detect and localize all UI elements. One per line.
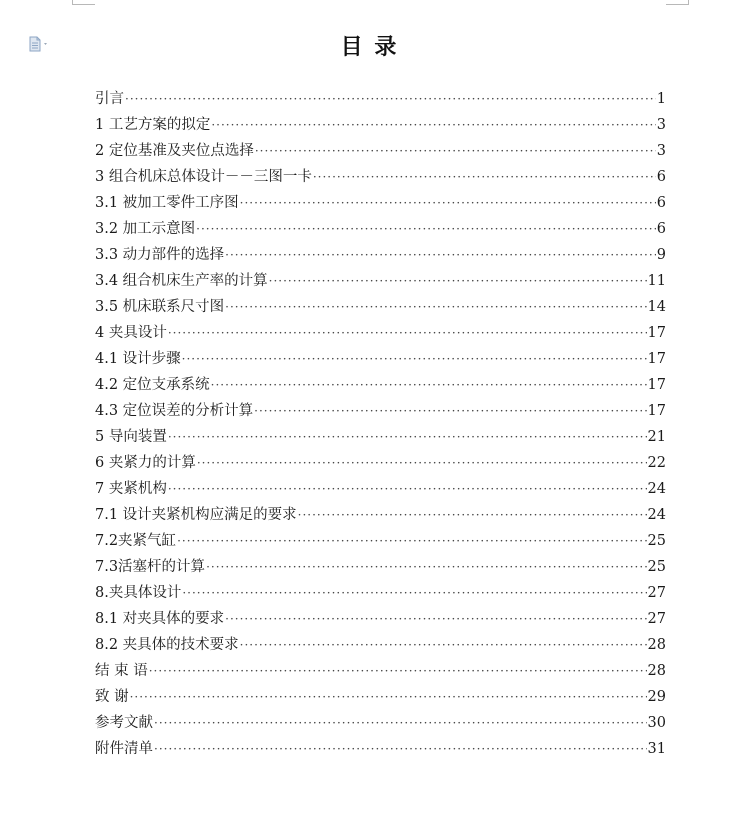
toc-entry[interactable] bbox=[95, 476, 666, 502]
toc-entry-label: 4.2 定位支承系统 bbox=[95, 377, 210, 393]
toc-entry-label: 7.1 设计夹紧机构应满足的要求 bbox=[95, 507, 297, 523]
toc-dot-leader bbox=[125, 86, 656, 112]
toc-dot-leader bbox=[255, 138, 656, 164]
toc-entry-label: 7.2夹紧气缸 bbox=[95, 533, 177, 549]
crop-mark-top-right bbox=[666, 0, 689, 5]
toc-entry-page-number: 11 bbox=[647, 273, 666, 289]
toc-entry[interactable] bbox=[95, 450, 666, 476]
toc-entry[interactable] bbox=[95, 632, 666, 658]
toc-entry-page-number: 17 bbox=[647, 403, 666, 419]
toc-entry[interactable] bbox=[95, 580, 666, 606]
toc-entry[interactable] bbox=[95, 86, 666, 112]
toc-dot-leader bbox=[225, 242, 656, 268]
toc-entry[interactable] bbox=[95, 502, 666, 528]
toc-entry-label: 3.4 组合机床生产率的计算 bbox=[95, 273, 268, 289]
toc-entry[interactable] bbox=[95, 112, 666, 138]
toc-entry[interactable] bbox=[95, 294, 666, 320]
toc-dot-leader bbox=[154, 710, 647, 736]
toc-entry-label: 8.1 对夹具体的要求 bbox=[95, 611, 225, 627]
toc-entry[interactable] bbox=[95, 684, 666, 710]
crop-mark-top-left bbox=[72, 0, 95, 5]
toc-entry-page-number: 17 bbox=[647, 377, 666, 393]
toc-entry[interactable] bbox=[95, 736, 666, 762]
toc-dot-leader bbox=[130, 684, 647, 710]
toc-entry-label: 附件清单 bbox=[95, 741, 153, 757]
toc-entry-page-number: 29 bbox=[647, 689, 666, 705]
toc-dot-leader bbox=[240, 190, 656, 216]
toc-entry-label: 6 夹紧力的计算 bbox=[95, 455, 196, 471]
toc-entry-page-number: 3 bbox=[656, 143, 666, 159]
toc-dot-leader bbox=[240, 632, 647, 658]
toc-entry-label: 3 组合机床总体设计－－三图一卡 bbox=[95, 169, 312, 185]
toc-dot-leader bbox=[211, 112, 655, 138]
toc-dot-leader bbox=[313, 164, 656, 190]
toc-entry-label: 8.2 夹具体的技术要求 bbox=[95, 637, 239, 653]
toc-entry-page-number: 25 bbox=[647, 533, 666, 549]
toc-entry-label: 7 夹紧机构 bbox=[95, 481, 167, 497]
toc-entry-label: 8.夹具体设计 bbox=[95, 585, 182, 601]
toc-entry-page-number: 30 bbox=[647, 715, 666, 731]
toc-entry-page-number: 22 bbox=[647, 455, 666, 471]
toc-entry-label: 引言 bbox=[95, 91, 124, 107]
toc-entry-label: 3.5 机床联系尺寸图 bbox=[95, 299, 225, 315]
toc-entry-label: 4.3 定位误差的分析计算 bbox=[95, 403, 254, 419]
toc-dot-leader bbox=[149, 658, 647, 684]
toc-dot-leader bbox=[254, 398, 646, 424]
toc-entry-label: 2 定位基准及夹位点选择 bbox=[95, 143, 254, 159]
toc-entry-page-number: 1 bbox=[656, 91, 666, 107]
toc-entry[interactable] bbox=[95, 372, 666, 398]
toc-dot-leader bbox=[197, 450, 647, 476]
toc-entry[interactable] bbox=[95, 528, 666, 554]
toc-dot-leader bbox=[298, 502, 647, 528]
toc-entry-page-number: 27 bbox=[647, 611, 666, 627]
toc-entry-label: 4.1 设计步骤 bbox=[95, 351, 181, 367]
toc-entry[interactable] bbox=[95, 268, 666, 294]
toc-dot-leader bbox=[168, 424, 647, 450]
toc-entry-page-number: 21 bbox=[647, 429, 666, 445]
toc-entry[interactable] bbox=[95, 606, 666, 632]
table-of-contents bbox=[95, 86, 666, 762]
toc-dot-leader bbox=[182, 580, 646, 606]
toc-entry[interactable] bbox=[95, 164, 666, 190]
toc-entry[interactable] bbox=[95, 242, 666, 268]
toc-entry-label: 致 谢 bbox=[95, 689, 129, 705]
toc-dot-leader bbox=[168, 320, 647, 346]
toc-entry-label: 参考文献 bbox=[95, 715, 153, 731]
toc-entry-page-number: 28 bbox=[647, 663, 666, 679]
toc-entry-page-number: 6 bbox=[656, 221, 666, 237]
toc-dot-leader bbox=[196, 216, 656, 242]
toc-entry-label: 5 导向装置 bbox=[95, 429, 167, 445]
toc-entry-page-number: 24 bbox=[647, 481, 666, 497]
toc-entry-page-number: 27 bbox=[647, 585, 666, 601]
toc-dot-leader bbox=[182, 346, 647, 372]
toc-entry[interactable] bbox=[95, 398, 666, 424]
toc-entry-label: 4 夹具设计 bbox=[95, 325, 167, 341]
toc-entry-label: 3.1 被加工零件工序图 bbox=[95, 195, 239, 211]
toc-entry[interactable] bbox=[95, 554, 666, 580]
toc-entry-page-number: 17 bbox=[647, 351, 666, 367]
toc-entry[interactable] bbox=[95, 320, 666, 346]
toc-entry-page-number: 6 bbox=[656, 169, 666, 185]
toc-dot-leader bbox=[225, 606, 646, 632]
toc-entry[interactable] bbox=[95, 710, 666, 736]
toc-entry-page-number: 17 bbox=[647, 325, 666, 341]
toc-entry[interactable] bbox=[95, 216, 666, 242]
toc-dot-leader bbox=[206, 554, 646, 580]
toc-entry-label: 7.3活塞杆的计算 bbox=[95, 559, 206, 575]
toc-dot-leader bbox=[225, 294, 646, 320]
toc-entry-page-number: 6 bbox=[656, 195, 666, 211]
toc-dot-leader bbox=[168, 476, 647, 502]
toc-entry[interactable] bbox=[95, 190, 666, 216]
toc-entry-label: 3.2 加工示意图 bbox=[95, 221, 196, 237]
toc-dot-leader bbox=[269, 268, 647, 294]
toc-entry-page-number: 9 bbox=[656, 247, 666, 263]
toc-entry[interactable] bbox=[95, 424, 666, 450]
toc-entry-label: 1 工艺方案的拟定 bbox=[95, 117, 211, 133]
toc-entry-page-number: 3 bbox=[656, 117, 666, 133]
toc-entry[interactable] bbox=[95, 658, 666, 684]
toc-entry-page-number: 24 bbox=[647, 507, 666, 523]
toc-entry[interactable] bbox=[95, 346, 666, 372]
toc-entry-page-number: 28 bbox=[647, 637, 666, 653]
toc-entry[interactable] bbox=[95, 138, 666, 164]
toc-entry-label: 结 束 语 bbox=[95, 663, 148, 679]
page-title: 目 录 bbox=[340, 35, 399, 60]
toc-dot-leader bbox=[177, 528, 646, 554]
toc-entry-page-number: 25 bbox=[647, 559, 666, 575]
toc-dot-leader bbox=[154, 736, 647, 762]
toc-entry-label: 3.3 动力部件的选择 bbox=[95, 247, 225, 263]
toc-entry-page-number: 14 bbox=[647, 299, 666, 315]
toc-entry-page-number: 31 bbox=[647, 741, 666, 757]
toc-dot-leader bbox=[211, 372, 647, 398]
